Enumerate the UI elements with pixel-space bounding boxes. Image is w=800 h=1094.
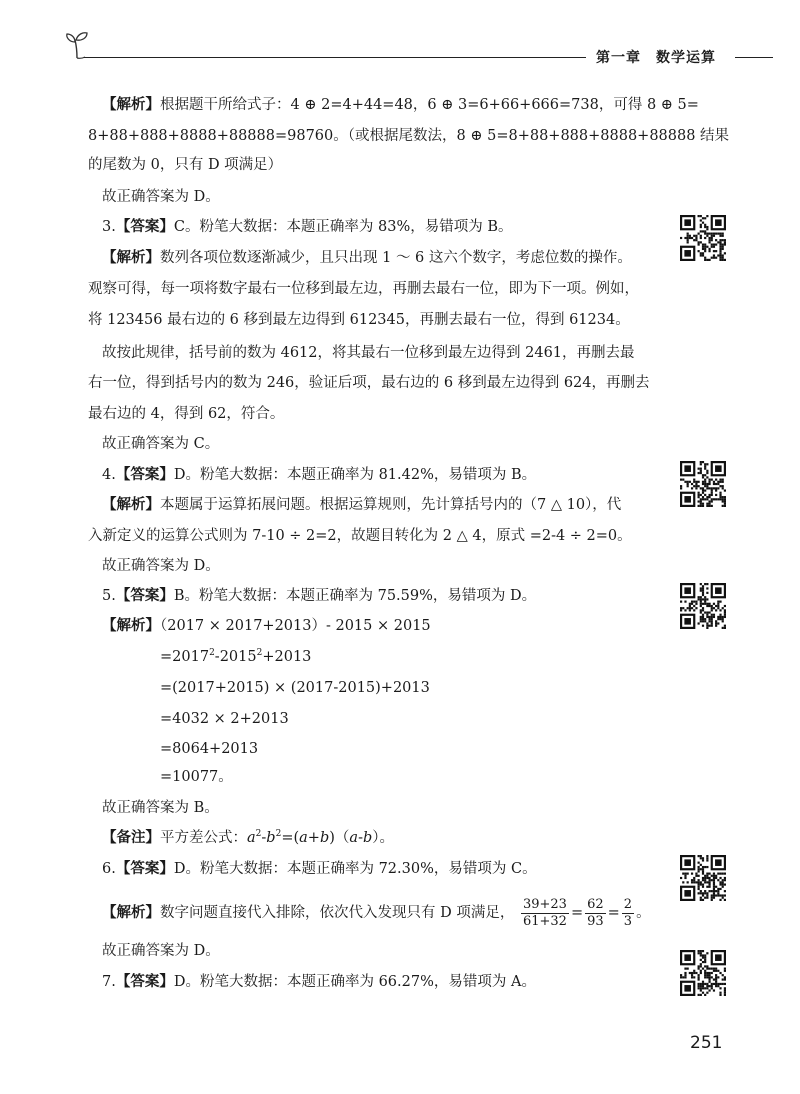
- text-line: 故正确答案为 C。: [102, 436, 220, 452]
- text-line: 8+88+888+8888+88888=98760。（或根据尾数法，8 ⊕ 5=8+88+888+8888+88888 结果: [88, 128, 730, 144]
- qr-code-icon[interactable]: [680, 461, 726, 507]
- calc-line: $=2017^2-2015^2+2013$: [160, 648, 312, 665]
- text-line: 故正确答案为 D。: [102, 943, 220, 959]
- qr-code-icon[interactable]: [680, 583, 726, 629]
- fraction: $\frac{62}{93}$: [587, 896, 604, 929]
- text-line: 故正确答案为 D。: [102, 189, 220, 205]
- fraction: $\frac{39+23}{61+32}$: [522, 896, 567, 929]
- answer-line: 3.【答案】C。粉笔大数据：本题正确率为 83%，易错项为 B。: [102, 219, 513, 235]
- fraction: $\frac{2}{3}$: [623, 896, 633, 929]
- answer-line: 6.【答案】D。粉笔大数据：本题正确率为 72.30%，易错项为 C。: [102, 861, 537, 877]
- note-line: 【备注】平方差公式：$a^2-b^2=(a+b)(a-b)$。: [102, 829, 395, 846]
- text-line: 将 123456 最右边的 6 移到最左边得到 612345，再删去最右一位，得到 61234。: [88, 312, 630, 328]
- text-line: 【解析】本题属于运算拓展问题。根据运算规则，先计算括号内的（7 △ 10），代: [102, 497, 622, 513]
- calc-line: =10077。: [160, 769, 233, 785]
- qr-code-icon[interactable]: [680, 950, 726, 996]
- header-rule-right: [735, 57, 773, 58]
- qr-code-icon[interactable]: [680, 215, 726, 261]
- text-line: 入新定义的运算公式则为 7-10 ÷ 2=2，故题目转化为 2 △ 4，原式 =2-4 ÷ 2=0。: [88, 528, 632, 544]
- text-line: 故正确答案为 D。: [102, 558, 220, 574]
- answer-line: 7.【答案】D。粉笔大数据：本题正确率为 66.27%，易错项为 A。: [102, 974, 536, 990]
- answer-line: 5.【答案】B。粉笔大数据：本题正确率为 75.59%，易错项为 D。: [102, 588, 537, 604]
- text-line: 故按此规律，括号前的数为 4612，将其最右一位移到最左边得到 2461，再删去最: [102, 345, 635, 361]
- calc-line: =8064+2013: [160, 741, 259, 757]
- qr-code-icon[interactable]: [680, 855, 726, 901]
- chapter-title: 第一章 数学运算: [596, 50, 716, 66]
- text-line: 右一位，得到括号内的数为 246，验证后项，最右边的 6 移到最左边得到 624，再删去: [88, 375, 650, 391]
- text-line: 的尾数为 0，只有 D 项满足）: [88, 157, 283, 173]
- page-number: 251: [690, 1033, 723, 1053]
- text-line: 最右边的 4，得到 62，符合。: [88, 406, 285, 422]
- text-line: 【解析】数列各项位数逐渐减少，且只出现 1 ～ 6 这六个数字，考虑位数的操作。: [102, 250, 632, 266]
- text-line: 【解析】根据题干所给式子：4 ⊕ 2=4+44=48，6 ⊕ 3=6+66+666=738，可得 8 ⊕ 5=: [102, 97, 699, 113]
- calc-line: =(2017+2015) × (2017-2015)+2013: [160, 680, 430, 696]
- header-rule-left: [84, 57, 586, 58]
- calc-line: =4032 × 2+2013: [160, 711, 289, 727]
- text-line: 【解析】数字问题直接代入排除，依次代入发现只有 D 项满足， $\frac{39+23}{61+32}$ = $\frac{62}{93}$ = $\frac{2}{3}$ 。: [102, 896, 651, 929]
- text-line: 故正确答案为 B。: [102, 800, 219, 816]
- text-line: 【解析】（2017 × 2017+2013）- 2015 × 2015: [102, 618, 431, 634]
- text-line: 观察可得，每一项将数字最右一位移到最左边，再删去最右一位，即为下一项。例如，: [88, 281, 639, 297]
- answer-line: 4.【答案】D。粉笔大数据：本题正确率为 81.42%，易错项为 B。: [102, 467, 537, 483]
